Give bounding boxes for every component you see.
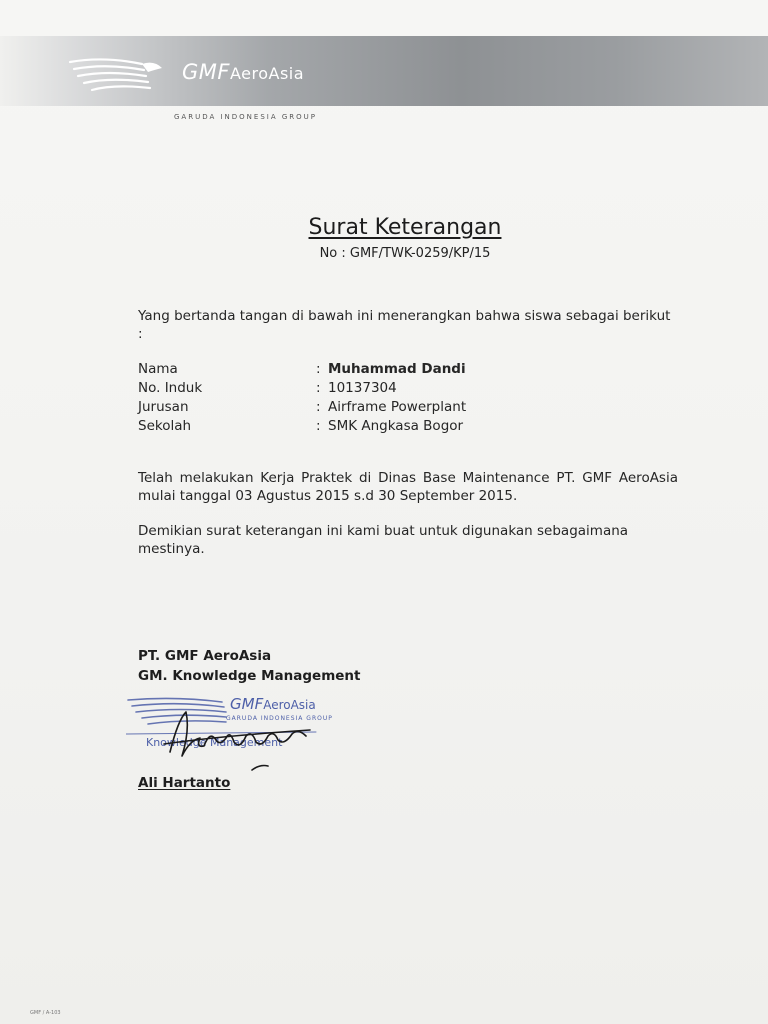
letter-title: Surat Keterangan	[308, 215, 502, 240]
brand-gmf: GMF	[182, 60, 230, 84]
field-row-name	[138, 360, 658, 379]
field-row-major	[138, 398, 658, 417]
field-value: SMK Angkasa Bogor	[328, 418, 464, 434]
stamp-brand-gmf: GMF	[230, 695, 264, 713]
stamp-group-text: GARUDA INDONESIA GROUP	[226, 715, 333, 722]
internship-paragraph: Telah melakukan Kerja Praktek di Dinas Base Maintenance PT. GMF AeroAsia mulai tanggal 03 Agustus 2015 s.d 30 September 2015.	[138, 470, 678, 504]
field-label: Sekolah	[138, 418, 192, 434]
signatory-organization	[138, 646, 361, 686]
student-fields	[138, 360, 658, 436]
field-colon: :	[316, 361, 321, 377]
brand-aeroasia: AeroAsia	[229, 64, 305, 83]
field-value: Airframe Powerplant	[328, 399, 467, 415]
field-label: Nama	[138, 361, 178, 377]
field-colon: :	[316, 418, 321, 434]
field-row-student-number	[138, 379, 658, 398]
field-label: No. Induk	[138, 380, 203, 396]
letter-number: No : GMF/TWK-0259/KP/15	[319, 246, 491, 261]
org-line-company: PT. GMF AeroAsia	[138, 648, 272, 664]
letterhead-brand	[182, 60, 304, 84]
handwritten-signature	[160, 700, 320, 780]
field-row-school	[138, 417, 658, 436]
form-code: GMF / A-103	[30, 1010, 61, 1016]
org-line-department: GM. Knowledge Management	[138, 668, 361, 684]
field-colon: :	[316, 380, 321, 396]
field-colon: :	[316, 399, 321, 415]
closing-paragraph: Demikian surat keterangan ini kami buat untuk digunakan sebagaimana mestinya.	[138, 523, 629, 557]
garuda-bird-logo-icon	[64, 48, 164, 98]
field-label: Jurusan	[138, 399, 189, 415]
letterhead-group-text: GARUDA INDONESIA GROUP	[174, 113, 318, 121]
signer-name: Ali Hartanto	[138, 775, 231, 791]
field-value: 10137304	[328, 380, 397, 396]
stamp-department: Knowledge Management	[146, 736, 283, 749]
field-value: Muhammad Dandi	[328, 361, 466, 377]
intro-paragraph: Yang bertanda tangan di bawah ini menerangkan bahwa siswa sebagai berikut :	[138, 308, 671, 342]
stamp-brand-aeroasia: AeroAsia	[263, 698, 316, 712]
